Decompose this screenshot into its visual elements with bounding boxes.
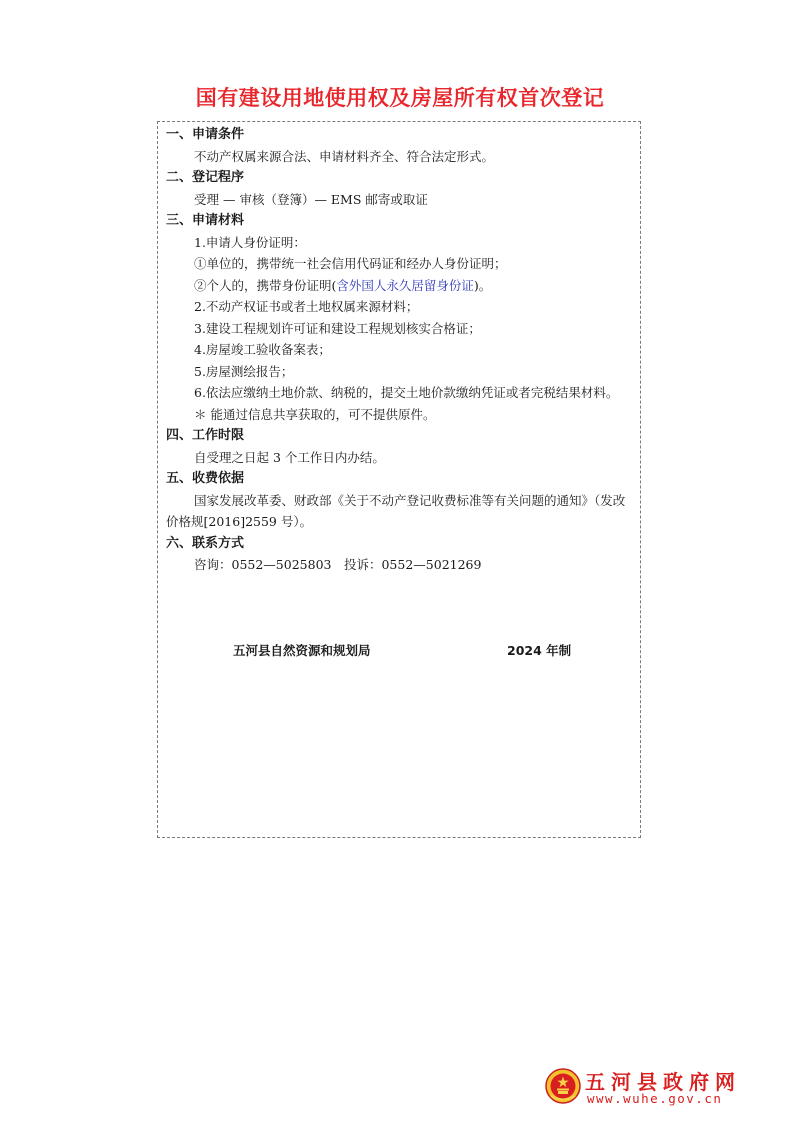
- material-item: 3.建设工程规划许可证和建设工程规划核实合格证；: [194, 320, 481, 336]
- material-note: ＊ 能通过信息共享获取的，可不提供原件。: [194, 406, 436, 422]
- content-box: [157, 121, 641, 838]
- conditions-text: 不动产权属来源合法、申请材料齐全、符合法定形式。: [194, 148, 495, 164]
- section-heading-fees: 五、收费依据: [166, 471, 245, 486]
- site-name: 五河县政府网: [585, 1070, 741, 1094]
- material-item: 5.房屋测绘报告；: [194, 363, 294, 379]
- time-limit-text: 自受理之日起 3 个工作日内办结。: [194, 449, 385, 465]
- material-item: ①单位的，携带统一社会信用代码证和经办人身份证明；: [194, 256, 507, 271]
- material-item: 6.依法应缴纳土地价款、纳税的，提交土地价款缴纳凭证或者完税结果材料。: [194, 385, 619, 400]
- material-item: 1.申请人身份证明：: [194, 234, 306, 250]
- section-heading-conditions: 一、申请条件: [166, 127, 245, 142]
- section-heading-contact: 六、联系方式: [166, 535, 245, 551]
- material-item: [166, 275, 634, 297]
- material-item-suffix: )。: [473, 277, 492, 293]
- section-heading-materials: 三、申请材料: [166, 213, 245, 228]
- site-url[interactable]: www.wuhe.gov.cn: [587, 1091, 723, 1106]
- material-item-prefix: ②个人的，携带身份证明(: [194, 277, 337, 293]
- material-item: 2.不动产权证书或者土地权属来源材料；: [194, 299, 419, 314]
- material-item: 4.房屋竣工验收备案表；: [194, 342, 331, 357]
- material-item-highlight: 含外国人永久居留身份证: [336, 277, 474, 293]
- national-emblem-icon: [545, 1068, 581, 1104]
- signature-org: 五河县自然资源和规划局: [233, 643, 371, 658]
- fees-text: 国家发展改革委、财政部《关于不动产登记收费标准等有关问题的通知》（发改价格规[2016]2559 号）。: [166, 492, 626, 529]
- site-logo[interactable]: [545, 1066, 755, 1110]
- contact-text: 咨询：0552—5025803 投诉：0552—5021269: [194, 557, 482, 572]
- page-title: 国有建设用地使用权及房屋所有权首次登记: [195, 86, 605, 110]
- section-heading-time-limit: 四、工作时限: [166, 428, 245, 443]
- section-heading-procedure: 二、登记程序: [166, 170, 245, 185]
- signature-year: 2024 年制: [507, 643, 572, 658]
- procedure-text: 受理 — 审核（登簿）— EMS 邮寄或取证: [194, 191, 428, 207]
